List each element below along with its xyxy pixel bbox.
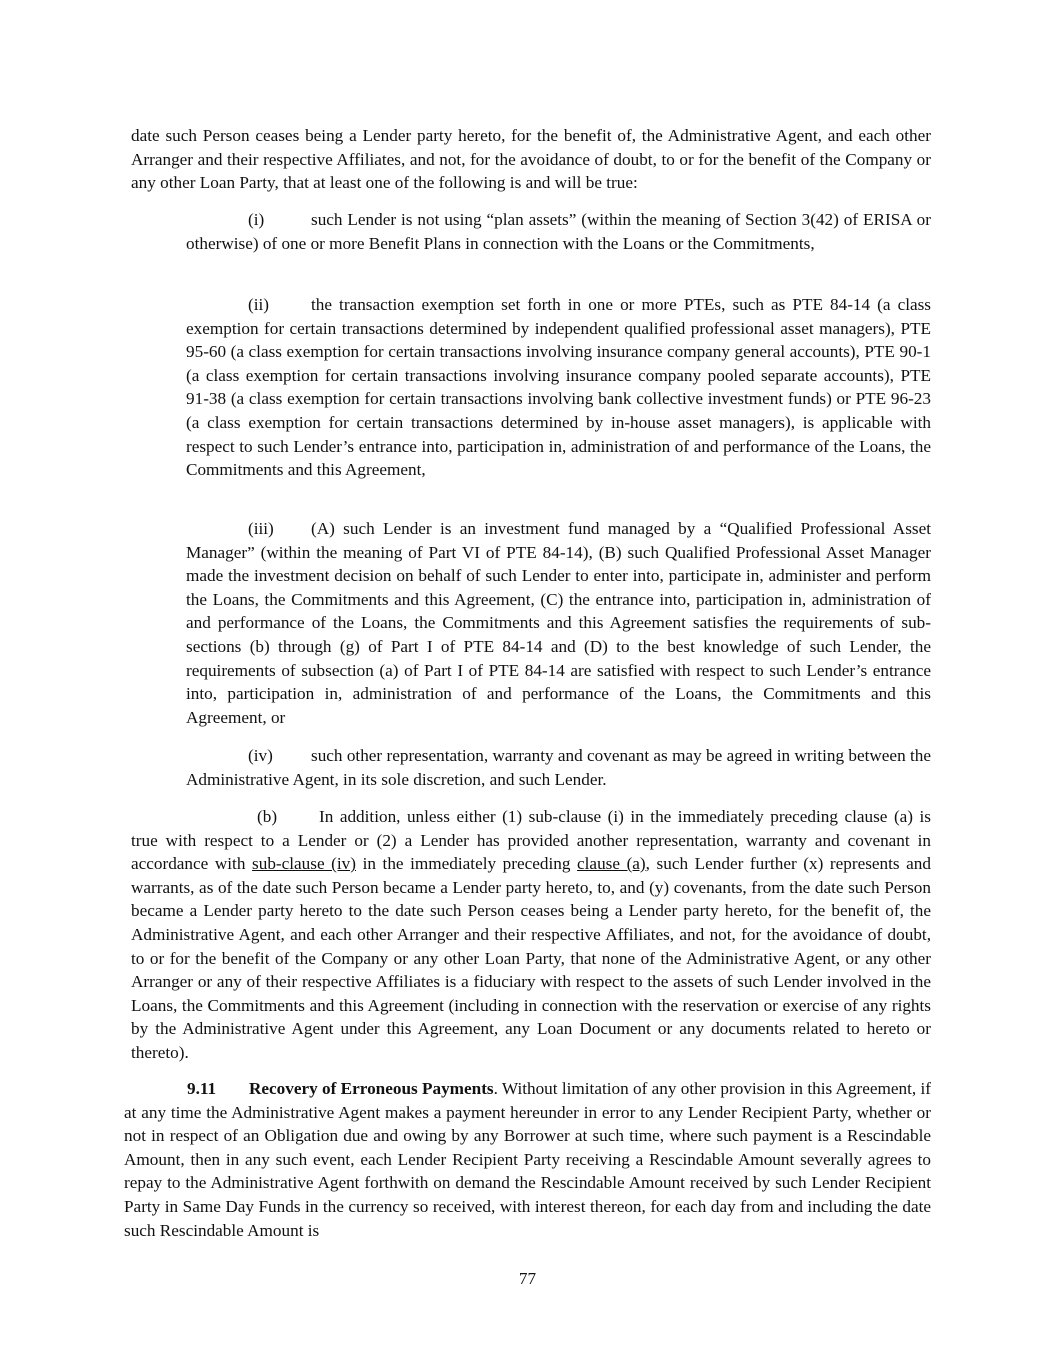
section-text: . Without limitation of any other provision in this Agreement, if at any time the Administrative Agent makes a payment hereunder in error to any Lender Recipient Party, whether or not in respect of an Obligation due and owing by any Borrower at such time, where such payment is a Rescindable Amount, then in any such event, each Lender Recipient Party receiving a Rescindable Amount severally agrees to repay to the Administrative Agent forthwith on demand the Rescindable Amount received by such Lender Recipient Party in Same Day Funds in the currency so received, with interest thereon, for each day from and including the date such Rescindable Amount is [124,1079,931,1240]
sub-clause-marker: (i) [248,210,265,229]
sub-clause-text: the transaction exemption set forth in one or more PTEs, such as PTE 84-14 (a class exemption for certain transactions determined by independent qualified professional asset managers), PTE 95-60 (a class exemption for certain transactions involving insurance company general accounts), PTE 90-1 (a class exemption for certain transactions involving insurance company pooled separate accounts), PTE 91-38 (a class exemption for certain transactions involving bank collective investment funds) or PTE 96-23 (a class exemption for certain transactions determined by in-house asset managers), is applicable with respect to such Lender’s entrance into, participation in, administration of and performance of the Loans, the Commitments and this Agreement, [186,295,931,480]
clause-b [131,805,931,1065]
clause-b-text-2: in the immediately preceding [356,854,578,874]
page-number: 77 [518,1269,537,1288]
sub-clause-text: such Lender is not using “plan assets” (within the meaning of Section 3(42) of ERISA or otherwise) of one or more Benefit Plans in connection with the Loans or the Commitments, [186,210,931,253]
sub-clause-ii [186,293,931,482]
intro-paragraph: date such Person ceases being a Lender party hereto, for the benefit of, the Administrative Agent, and each other Arranger and their respective Affiliates, and not, for the avoidance of doubt, to or for the benefit of the Company or any other Loan Party, that at least one of the following is and will be true: [131,126,931,193]
clause-a-reference: clause (a) [577,854,646,874]
section-number: 9.11 [187,1079,217,1098]
sub-clause-i [186,208,931,255]
sub-clause-iv-reference: sub-clause (iv) [252,854,356,874]
sub-clause-iv [186,744,931,791]
section-heading: Recovery of Erroneous Payments [249,1079,494,1098]
sub-clause-iii [186,517,931,729]
clause-b-text-3: , such Lender further (x) represents and warrants, as of the date such Person became a Lender party hereto, to, and (y) covenants, from the date such Person became a Lender party hereto to the date such Person ceases being a Lender party hereto, for the benefit of, the Administrative Agent, and each other Arranger and their respective Affiliates, and not, for the avoidance of doubt, to or for the benefit of the Company or any other Loan Party, that none of the Administrative Agent, or any other Arranger or any of their respective Affiliates is a fiduciary with respect to the assets of such Lender involved in the Loans, the Commitments and this Agreement (including in connection with the reservation or exercise of any rights by the Administrative Agent under this Agreement, any Loan Document or any documents related to hereto or thereto). [131,854,931,1062]
section-9-11 [124,1077,931,1242]
sub-clause-marker: (iv) [248,746,273,765]
sub-clause-marker: (iii) [248,519,274,538]
clause-b-marker: (b) [257,807,278,826]
sub-clause-text: such other representation, warranty and covenant as may be agreed in writing between the Administrative Agent, in its sole discretion, and such Lender. [186,746,931,789]
sub-clause-text: (A) such Lender is an investment fund managed by a “Qualified Professional Asset Manager” (within the meaning of Part VI of PTE 84-14), (B) such Qualified Professional Asset Manager made the investment decision on behalf of such Lender to enter into, participate in, administer and perform the Loans, the Commitments and this Agreement, (C) the entrance into, participation in, administration of and performance of the Loans, the Commitments and this Agreement satisfies the requirements of sub-sections (b) through (g) of Part I of PTE 84-14 and (D) to the best knowledge of such Lender, the requirements of subsection (a) of Part I of PTE 84-14 are satisfied with respect to such Lender’s entrance into, participation in, administration of and performance of the Loans, the Commitments and this Agreement, or [186,519,931,727]
sub-clause-marker: (ii) [248,295,269,314]
clause-b-text-1: In addition, unless either (1) sub-clause (i) in the immediately preceding clause (a) is true with respect to a Lender or (2) a Lender has provided another representation, warranty and covenant in accordance with [131,807,931,874]
